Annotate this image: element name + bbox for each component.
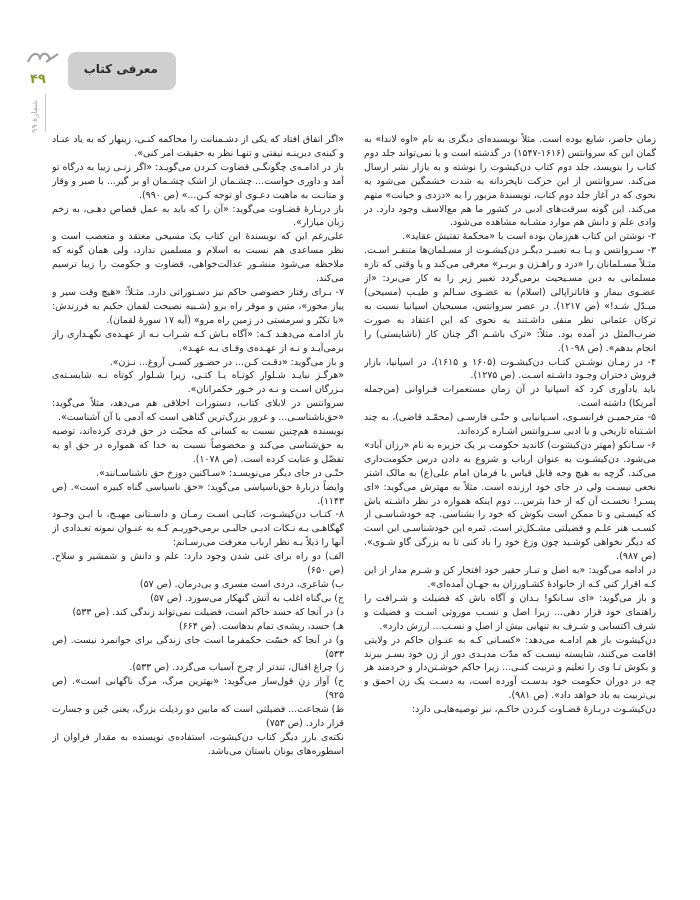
paragraph: نکته‌ی بارز دیگر کتاب دن‌کیشوت، استفاده‌ی نویسنده به مقدار فراوان از اسطوره‌های یونان باستان می‌باشد. xyxy=(52,731,344,757)
paragraph: و باز می‌گوید: «دقـت کـن... در حضـور کسـی آروغ... نـزن». xyxy=(109,356,344,368)
paragraph: ۶- سـانکو (مهتر دن‌کیشوت) کاندید حکومت بر یک جزیره به نام «رزان آباد» می‌شود. دن‌کیشـوت به عنوان ارباب و شروع به دادن درس حکومت‌داری می‌کند. گرچه به هیچ وجه قابل قیاس با فرمان امام علی(ع) به مالک اشتر نخعی نیسـت ولی در جای خود ارزنده است. مثلاً به مهترش می‌گوید: «ای پسـر! نخسـت آن که از خدا بترس... دوم اینکه همواره در نظر داشـته باش که کیسـتی و تا ممکن است بکوش که خود را بشناسی. چه خودشناسـی از کسـب هنر علـم و فضیلتی مشـکل‌تر است. ثمره این خودشناسـی این است که دیگر نخواهی کوشـید چون وزغ خود را باد کنی تا به بزرگی گاو شـوی». (ص ۹۸۷). xyxy=(364,439,656,563)
paragraph: «اگر اتفاق افتاد که یکی از دشـمنانت را محاکمه کنـی، زینهار که به یاد عنـاد و کینه‌ی دیرینـه نیفتی و تنهـا نظر به حقیقت امر کنی». xyxy=(52,134,344,159)
paragraph: ۴- در زمـان نوشـتن کتـاب دن‌کیشـوت (۱۶۰۵ و ۱۶۱۵)، در اسپانیا، بازار فروش دختران وجـود داشـته اسـت. (ص ۱۲۷۵). xyxy=(364,356,656,382)
list-item: ج) بی‌گناه اغلب به آتش گنهکار می‌سوزد. (ص ۵۷) xyxy=(150,592,344,604)
paragraph: دن‌کیشوت باز هم ادامـه می‌دهد: «کسـانی کـه به عنـوان حاکم در ولایتی اقامت می‌کنند، شایسته نیسـت که مدّت مدیـدی دور از زن خود بسـر ببرند و بکوش تـا وی را تعلیم و تربیت کنـی... زیرا حاکم خوشـتن‌دار و خردمند هر چه در دوران حکومت خود بدسـت آورده است، به دسـت یک زن احمق و بی‌تربیت به باد خواهد داد». (ص ۹۸۱). xyxy=(364,634,656,702)
paragraph: باز ادامـه می‌دهـد کـه: «آگاه بـاش کـه شـراب نـه از عهـده‌ی نگهـداری راز برمی‌آیـد و نـه از عهـده‌ی وفـای بـه عهـد». xyxy=(52,328,344,354)
paragraph: «هرگـز نبایـد شـلوار کوتـاه یـا کتـی، زیرا شـلوار کوتاه نـه شایسـته‌ی بـزرگان اسـت و نـه در خـور حکمرانان». xyxy=(52,370,344,396)
paragraph: ۸- کتـاب دن‌کیشـوت، کتابـی اسـت رمـان و داسـتانی مهیـج، با ایـن وجـود گهگاهـی بـه نـکات ادبـی جالبـی برمی‌خوریـم کـه به عنـوان نمونه تعـدادی از آنها را ذیلاً بـه نظر ارباب معرفت می‌رسـانم: xyxy=(52,509,344,549)
paragraph: در ادامه می‌گوید: «به اصل و تبـار حقیر خود افتخار کن و شـرم مدار از این کـه اقرار کنی کـه از خانوادهٔ کشـاورزان به جهـان آمده‌ای». xyxy=(364,565,656,590)
paragraph: باز در ادامـه‌ی چگونگـی قضاوت کـردن می‌گویـد: «اگر زنـی زیبا به درگاه تو آمد و داوری خواست... چشـمان از اشک چشـمان او بر گیر... با صبر و وقار و متانـت به ماهیت دعـوی او توجه کـن...» (ص ۹۹۰). xyxy=(52,161,344,201)
paragraph: ۳- سـروانتس و یـا بـه تعبیـر دیگـر دن‌کیشـوت از مسـلمان‌ها متنفـر اسـت. مثـلاً مسـلمانان را «دزد و راهـزن و بربـر» معرفی می‌کند و یا وقتی که تازه مسلمانی به دین مسـیحیت برمی‌گردد تعبیر زیر را به کار می‌برد: «از عضـوی بیمار و فاناتراپالی (اسلام) به عضـوی سـالم و طیـب (مسیحی) مبـدّل شـد!» (ص ۱۲۱۷). در عصر سروانتس، مسیحیان اسپانیا نسبت به ترکان عثمانی نظر منفی داشـتند به نحوی که این اعتقاد به صورت ضرب‌المثل در آمده بود. مثلاً: «ترک باشـم اگر چنان کار (ناشایستی) را انجام بدهم». (ص ۱۰۹۸). xyxy=(364,245,656,354)
paragraph: ۷- بـرای رفتار خصوصی حاکم نیز دسـتوراتی دارد. مثـلاً: «هیچ وقت سیر و پیاز مخور»، متین و موقر راه برو (شـبیه نصیحت لقمان حکیم به فرزندش: «با تکبّر و سرمستی در زمین راه مرو» (آیه ۱۷ سورهٔ لقمان). xyxy=(52,286,344,326)
divider xyxy=(45,94,46,132)
section-header xyxy=(68,52,176,90)
paragraph: حتّـی در جای دیگر می‌نویسـد: «سـاکنین دوزخ حق ناشناسـانند». xyxy=(96,467,344,479)
issue-tag: شمارهٔ ۹۹ xyxy=(30,100,39,133)
paragraph: ۲- نوشتن این کتاب هم‌زمان بوده است با «محکمهٔ تفتیش عقاید». xyxy=(402,231,656,243)
paragraph: زمان حاضر، شایع بوده است. مثلاً نویسنده‌ای دیگری به نام «اوه لاندا» به گمان این که سروانتس (۱۶۱۶-۱۵۴۷) در گذشته است و یا نمی‌تواند جلد دوم کتاب را بنویسد، جلد دوم کتاب دن‌کیشوت را نوشته و به بازار نشر ارسال می‌کند. سروانتس از این حرکت ناپخردانه به شدت خشمگین می‌شود به نحوی که در آغاز جلد دوم کتاب، نویسندهٔ مزبور را به «دزدی و خیانت» متهم می‌کند. این گونه سرقت‌های ادبی در کشور ما هم مع‌الاسف وجود دارد. در وادی علم و دانش هم موارد مشـابه مشاهده می‌شود. xyxy=(364,134,656,229)
paragraph: وایضاً دربارهٔ حق‌ناسپاسی می‌گوید: «حق ناسپاسی گناه کبیره است». (ص ۱۱۴۳). xyxy=(52,481,344,507)
section-title: معرفی کتاب xyxy=(83,62,158,76)
paragraph: باز دربـارهٔ قضـاوت می‌گوید: «آن را که باید به عمل قصاص دهـی، به زخم زبان میازار». xyxy=(52,203,344,229)
right-column xyxy=(364,133,656,833)
list-item: ز) چراغ اقبال، تندتر از چرخ آسیاب می‌گردد. (ص ۵۳۳). xyxy=(129,662,344,674)
page-number: ۴۹ xyxy=(30,72,46,87)
list-item: و) در آنجا که خسّت حکمفرما است جای زندگی برای جوانمرد نیست. (ص ۵۳۳) xyxy=(52,634,344,660)
paragraph: باید یادآوری کرد که اسپانیا در آن زمان مستعمرات فـراوانی (من‌جمله آمریکا) داشته است. xyxy=(364,384,656,410)
list-item: الف) دو راه برای غنی شدن وجود دارد: علم و دانش و شمشیر و سلاح. (ص ۶۵۰) xyxy=(52,551,344,577)
list-item: ح) آواز زنِ قول‌ساز می‌گوید: «بهترین مرگ، مرگ ناگهانی است». (ص ۹۲۵) xyxy=(52,676,344,702)
magazine-logo-icon xyxy=(26,48,60,66)
list-item: د) در آنجا که حسد حاکم است، فضیلت نمی‌تواند زندگی کند. (ص ۵۳۳) xyxy=(72,606,344,618)
left-column xyxy=(52,133,344,833)
list-item: هـ) حسد، ریشه‌ی تمام بدهاست. (ص ۶۶۴) xyxy=(178,620,344,632)
paragraph: ۵- مترجمیـن فرانسـوی، اسـپانیایی و حتّـی فارسـی (محمّـد قاضی)، به چند اشـتباه تاریخی و یا ادبی سـروانتس اشـاره کرده‌اند. xyxy=(364,412,656,438)
paragraph: علی‌رغم این که نویسندهٔ این کتاب یک مسیحی معتقد و متعصب است و نظر مساعدی هم نسبت به اسلام و مسلمین ندارد، ولی همان گونه که ملاحظه می‌شود منشـور عدالت‌خواهی، قضاوت و حکومت را زیبا ترسیم می‌کند. xyxy=(52,231,344,285)
paragraph: نویسنده هم‌چنین نسبت به کسانی که محبّت در حق فردی کرده‌اند، توصیه به حق‌شناسی می‌کند و مخصوصاً نسبت به خدا که همواره در حق او به تفضّل و عنایت کرده است. (ص ۱۰۷۸). xyxy=(52,426,344,465)
list-item: ب) شاعری، دردی است مسری و بی‌درمان. (ص ۵۷) xyxy=(139,579,344,590)
paragraph: سروانتس در لابلای کتاب، دستورات اخلاقی هم می‌دهد، مثلاً می‌گوید: «حق‌ناشناسـی... و غرور بزرگ‌ترین گناهی است که آدمی با آن آشناست». xyxy=(52,398,344,424)
list-item: ط) شجاعت... فضیلتی است که مابین دو رذیلت بزرگ، یعنی جُبن و جسارت قرار دارد. (ص ۷۵۳) xyxy=(52,704,344,730)
paragraph: دن‌کیشـوت دربـارهٔ قضـاوت کـردن حاکـم، نیز توصیه‌هایـی دارد: xyxy=(412,704,656,716)
paragraph: و باز می‌گوید: «ای سـانکو! بـدان و آگاه باش که فضیلت و شـرافت را راهنمای خود قرار دهی... زیرا اصل و نسـب موروثی اسـت و فضیلت و شرف اکتسابی و شـرف به تنهایی بیش از اصل و نسـب... ارزش دارد». xyxy=(364,592,656,632)
